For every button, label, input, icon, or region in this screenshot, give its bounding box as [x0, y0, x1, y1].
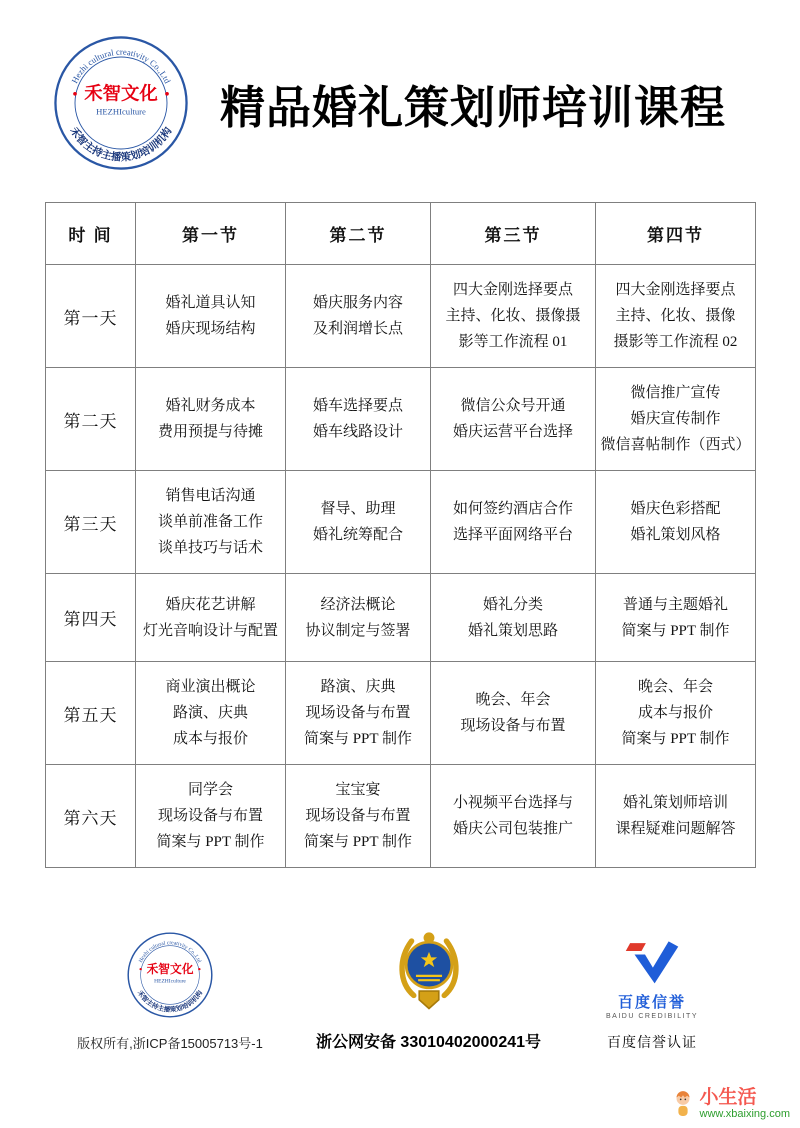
table-row	[46, 765, 756, 868]
course-line: 现场设备与布置	[305, 705, 411, 721]
day-label: 第一天	[46, 265, 136, 368]
course-line: 影等工作流程 01	[458, 334, 568, 350]
copyright-text: 版权所有,浙ICP备15005713号-1	[77, 1036, 263, 1051]
logo-name-en: HEZHIculture	[96, 106, 146, 117]
course-line: 四大金刚选择要点	[615, 282, 736, 298]
watermark-name: 小生活	[699, 1087, 757, 1108]
course-line: 婚庆公司包装推广	[452, 821, 573, 837]
table-row	[46, 662, 756, 765]
footer-police	[309, 928, 549, 1052]
table-row	[46, 368, 756, 471]
course-line: 婚礼策划师培训	[622, 795, 728, 811]
course-cell	[431, 471, 596, 574]
course-line: 经济法概论	[320, 596, 396, 613]
course-line: 简案与 PPT 制作	[621, 622, 730, 639]
course-cell	[286, 765, 431, 868]
course-line: 微信推广宣传	[630, 385, 721, 401]
logo-star-right-icon	[165, 92, 169, 96]
column-header: 时 间	[46, 203, 136, 265]
course-line: 婚礼道具认知	[165, 295, 256, 311]
course-line: 谈单前准备工作	[157, 514, 263, 530]
mascot-icon	[671, 1089, 695, 1119]
table-row	[46, 471, 756, 574]
course-line: 商业演出概论	[165, 679, 256, 695]
course-line: 路演、庆典	[320, 679, 396, 695]
course-cell	[431, 574, 596, 662]
course-line: 现场设备与布置	[305, 808, 411, 824]
course-line: 简案与 PPT 制作	[156, 834, 265, 850]
logo-arc-bottom-text: 禾智主持主播策划培训机构	[67, 125, 175, 164]
page-header	[0, 0, 800, 172]
course-line: 婚礼策划思路	[467, 622, 558, 639]
course-line: 简案与 PPT 制作	[303, 834, 413, 850]
logo-name-cn: 禾智文化	[84, 83, 158, 104]
course-line: 宝宝宴	[335, 782, 381, 798]
course-line: 微信喜帖制作（西式）	[600, 437, 751, 453]
course-cell	[136, 265, 286, 368]
course-cell	[596, 765, 756, 868]
page-title: 精品婚礼策划师培训课程	[219, 81, 726, 133]
course-line: 婚庆色彩搭配	[630, 501, 721, 517]
footer-company	[45, 931, 295, 1052]
course-line: 协议制定与签署	[305, 622, 411, 639]
course-cell	[431, 765, 596, 868]
company-logo	[52, 34, 190, 172]
logo-arc-top-text: Hezhi cultural creativity Co.,Ltd	[69, 46, 173, 85]
course-cell	[596, 574, 756, 662]
course-line: 如何签约酒店合作	[452, 501, 573, 517]
course-line: 简案与 PPT 制作	[303, 731, 413, 747]
course-cell	[136, 662, 286, 765]
course-line: 成本与报价	[637, 705, 713, 721]
footer-baidu	[562, 937, 742, 1052]
course-table-header-row	[46, 203, 756, 265]
course-line: 婚车选择要点	[312, 398, 403, 414]
day-label: 第五天	[46, 662, 136, 765]
course-line: 摄影等工作流程 02	[613, 334, 738, 350]
course-cell	[286, 662, 431, 765]
course-cell	[286, 471, 431, 574]
course-cell	[431, 368, 596, 471]
course-line: 四大金刚选择要点	[452, 282, 573, 298]
company-logo-small-graphic	[126, 931, 214, 1019]
logo-star-right-icon	[198, 968, 200, 970]
police-record-number: 浙公网安备 33010402000241号	[315, 1034, 542, 1051]
day-label: 第二天	[46, 368, 136, 471]
course-line: 谈单技巧与话术	[157, 540, 263, 556]
course-line: 婚礼策划风格	[630, 527, 721, 543]
logo-name-cn: 禾智文化	[146, 962, 194, 976]
course-cell	[136, 471, 286, 574]
course-cell	[596, 662, 756, 765]
column-header: 第二节	[286, 203, 431, 265]
day-label: 第六天	[46, 765, 136, 868]
logo-star-left-icon	[73, 92, 77, 96]
day-label: 第三天	[46, 471, 136, 574]
logo-star-left-icon	[139, 968, 141, 970]
course-line: 督导、助理	[320, 501, 396, 517]
course-line: 婚车线路设计	[312, 424, 403, 440]
course-table	[45, 202, 756, 868]
course-line: 现场设备与布置	[157, 808, 263, 824]
logo-name-en: HEZHIculture	[154, 978, 186, 985]
course-line: 婚庆花艺讲解	[165, 596, 256, 613]
course-line: 婚庆服务内容	[312, 295, 403, 311]
course-line: 销售电话沟通	[165, 488, 256, 504]
course-line: 晚会、年会	[475, 692, 551, 708]
course-line: 微信公众号开通	[460, 398, 566, 414]
table-row	[46, 265, 756, 368]
course-cell	[596, 471, 756, 574]
course-line: 婚礼统筹配合	[312, 527, 403, 543]
course-line: 婚庆现场结构	[165, 321, 256, 337]
course-line: 成本与报价	[172, 731, 248, 747]
baidu-credibility-name: 百度信誉	[617, 995, 686, 1011]
course-line: 主持、化妆、摄像摄	[445, 308, 581, 324]
course-line: 简案与 PPT 制作	[621, 731, 730, 747]
course-line: 主持、化妆、摄像	[615, 308, 736, 324]
police-badge-icon	[394, 928, 464, 1015]
course-cell	[431, 265, 596, 368]
course-cell	[596, 265, 756, 368]
course-line: 婚庆运营平台选择	[452, 424, 573, 440]
course-line: 选择平面网络平台	[452, 527, 573, 543]
course-line: 课程疑难问题解答	[615, 821, 736, 837]
course-line: 婚礼财务成本	[165, 398, 256, 414]
logo-arc-top-text: Hezhi cultural creativity Co.,Ltd	[138, 940, 202, 964]
course-line: 费用预提与待摊	[157, 424, 263, 440]
baidu-credibility-icon	[624, 937, 680, 986]
page-footer	[0, 928, 800, 1052]
course-cell	[136, 765, 286, 868]
baidu-credibility-subtitle: BAIDU CREDIBILITY	[605, 1013, 698, 1020]
course-line: 婚礼分类	[482, 596, 543, 613]
course-cell	[136, 368, 286, 471]
column-header: 第四节	[596, 203, 756, 265]
course-line: 婚庆宣传制作	[630, 411, 721, 427]
course-cell	[136, 574, 286, 662]
course-table-body	[46, 265, 756, 868]
column-header: 第一节	[136, 203, 286, 265]
table-row	[46, 574, 756, 662]
course-cell	[286, 574, 431, 662]
course-cell	[286, 368, 431, 471]
course-line: 灯光音响设计与配置	[142, 622, 278, 639]
logo-arc-bottom-text: 禾智主持主播策划培训机构	[135, 989, 205, 1014]
site-watermark[interactable]	[671, 1087, 790, 1120]
course-cell	[596, 368, 756, 471]
course-line: 同学会	[187, 782, 233, 798]
course-cell	[286, 265, 431, 368]
baidu-cert-label: 百度信誉认证	[607, 1036, 697, 1051]
course-line: 普通与主题婚礼	[622, 596, 728, 613]
watermark-url[interactable]: www.xbaixing.com	[699, 1108, 790, 1120]
watermark-text	[700, 1087, 790, 1120]
course-line: 晚会、年会	[637, 679, 713, 695]
course-line: 现场设备与布置	[460, 718, 566, 734]
day-label: 第四天	[46, 574, 136, 662]
course-line: 及利润增长点	[312, 321, 403, 337]
company-logo-graphic	[52, 34, 190, 172]
column-header: 第三节	[431, 203, 596, 265]
course-line: 小视频平台选择与	[452, 795, 573, 811]
course-cell	[431, 662, 596, 765]
course-line: 路演、庆典	[172, 705, 248, 721]
